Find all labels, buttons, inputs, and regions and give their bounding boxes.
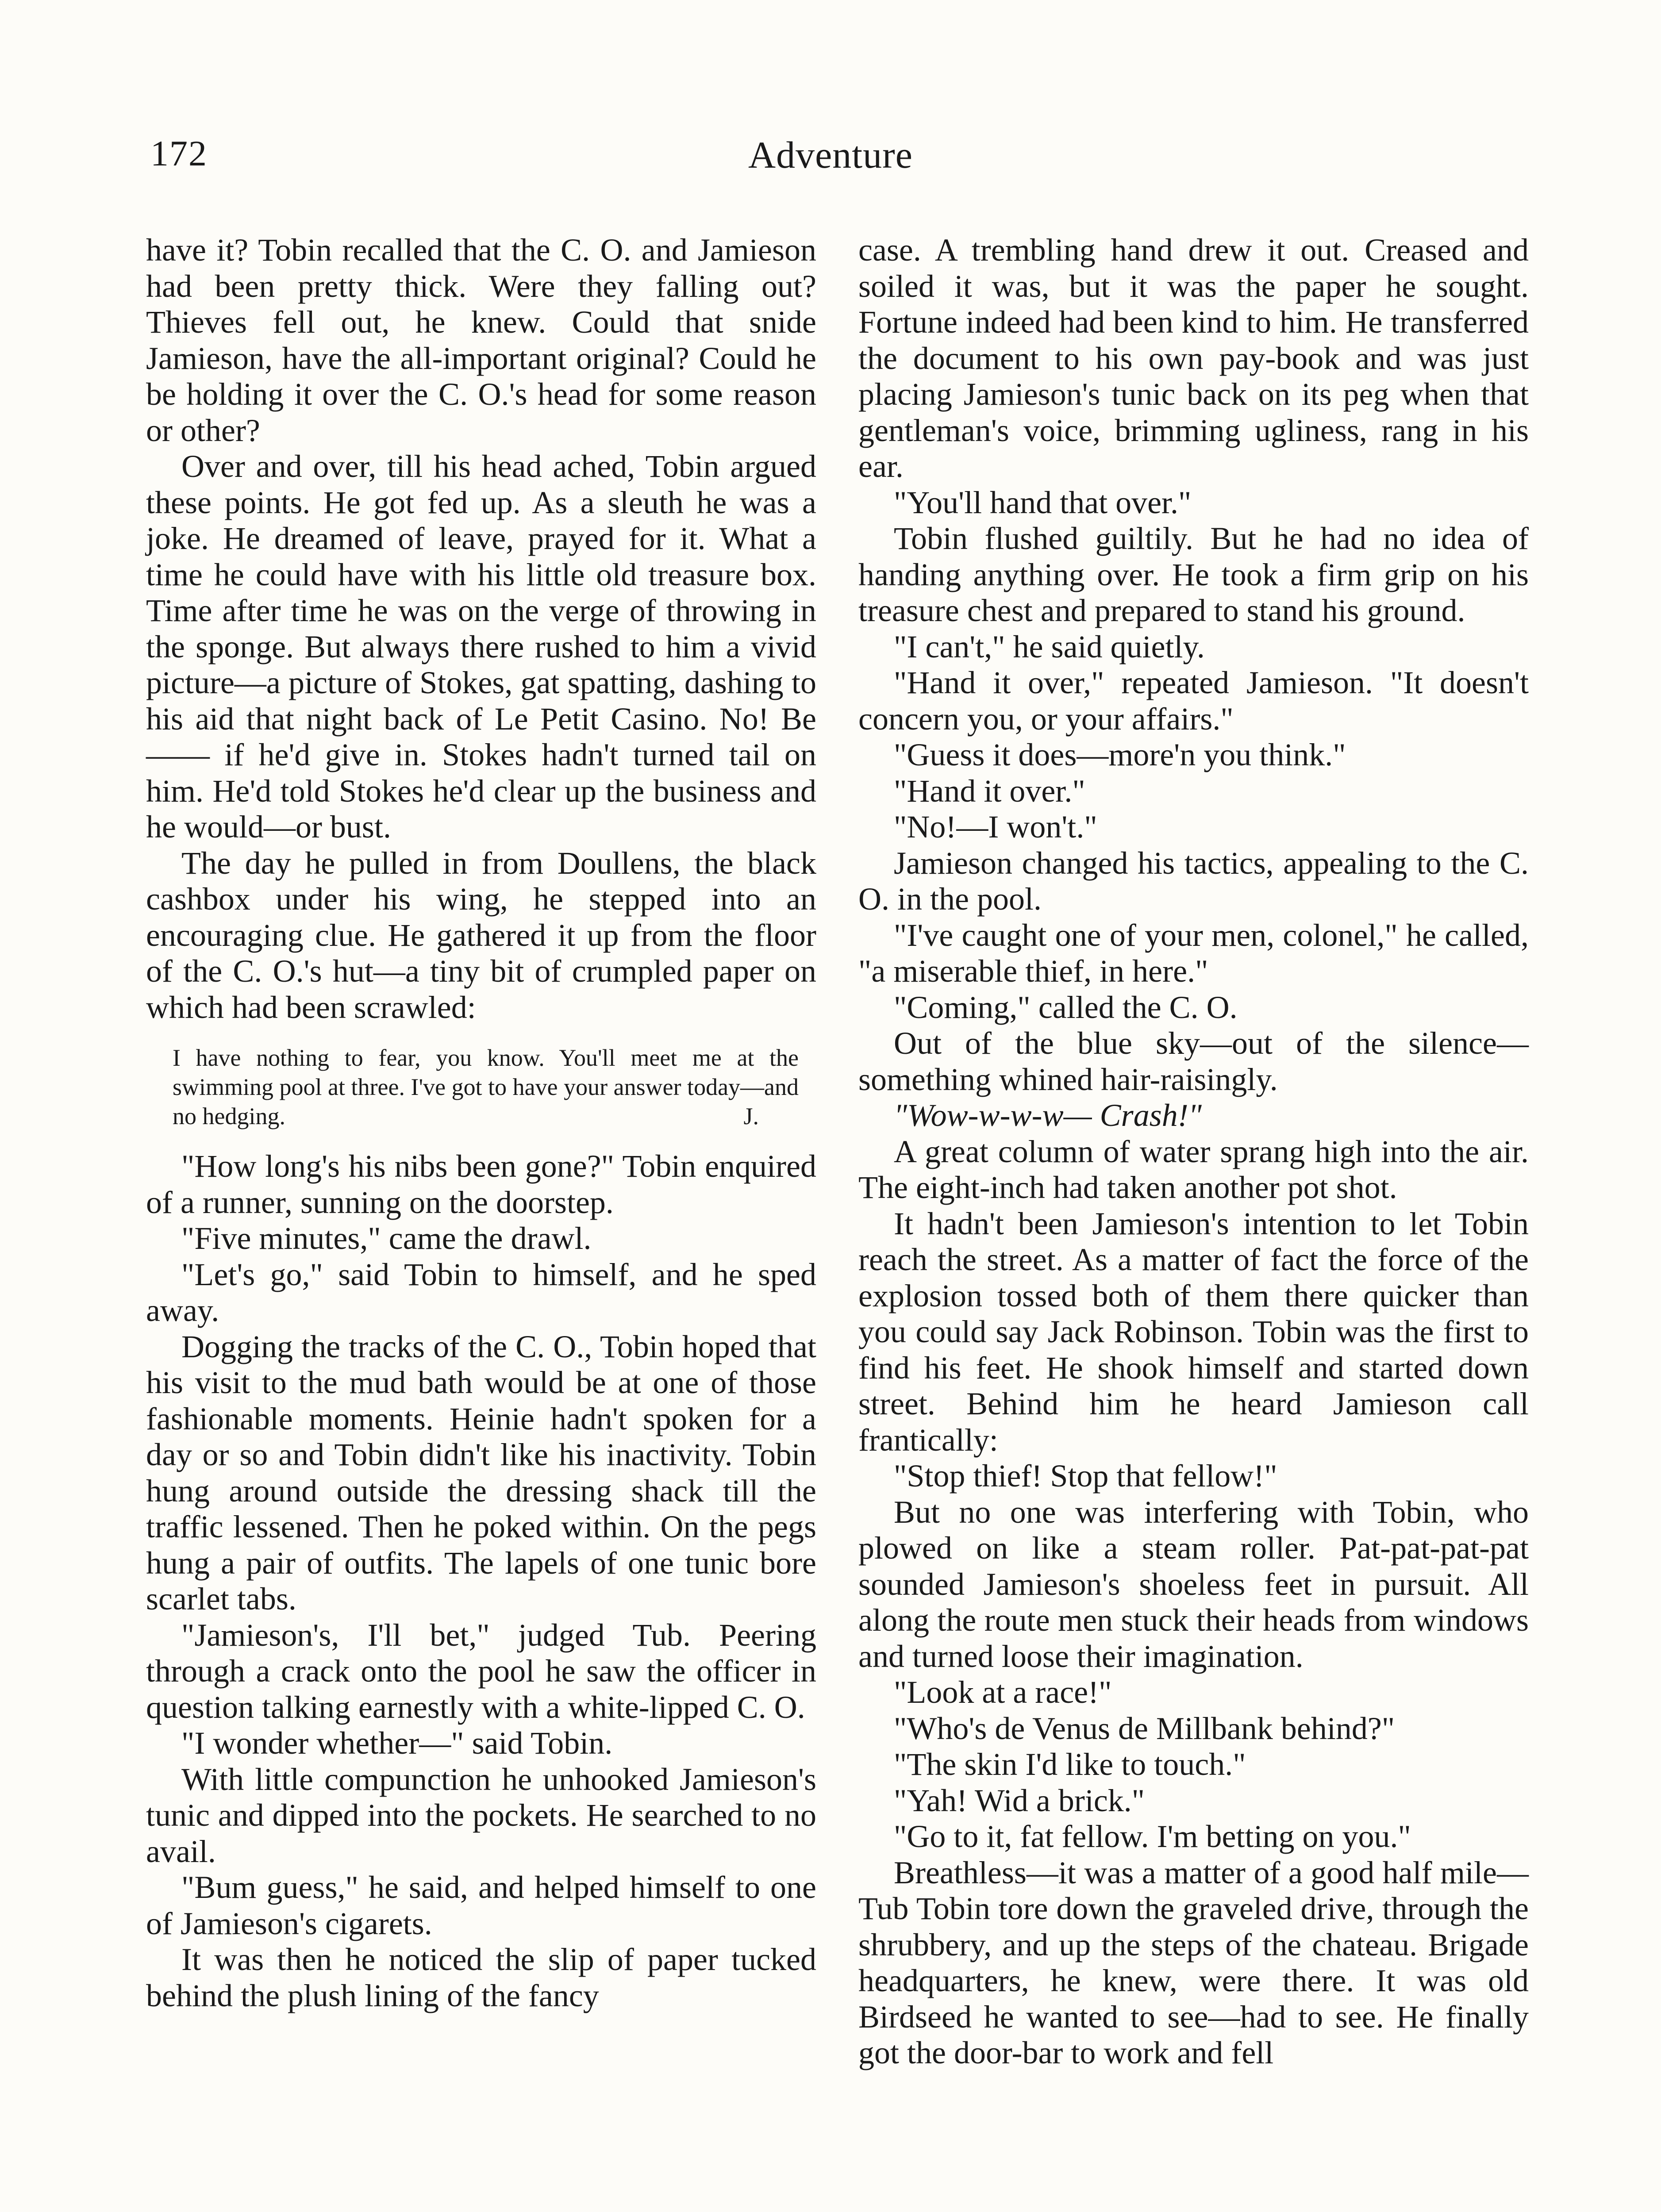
paragraph: "Coming," called the C. O. — [894, 989, 1238, 1025]
paragraph: "Let's go," said Tobin to himself, and he sped away. — [146, 1256, 816, 1328]
paragraph: "Hand it over." — [894, 773, 1085, 809]
paragraph: case. A trembling hand drew it out. Creased and soiled it was, but it was the paper he sought. Fortune indeed had been kind to him. He transferred the document to his own pay-book and was just placing Jamieson's tunic back on its peg when that gentleman's voice, brimming ugliness, rang in his ear. — [858, 232, 1529, 484]
paragraph: "Bum guess," he said, and helped himself to one of Jamieson's cigarets. — [146, 1870, 816, 1941]
paragraph: "Stop thief! Stop that fellow!" — [894, 1458, 1277, 1494]
paragraph: "Five minutes," came the drawl. — [181, 1221, 592, 1256]
paragraph: "Look at a race!" — [894, 1674, 1112, 1710]
paragraph: "Go to it, fat fellow. I'm betting on you." — [894, 1819, 1411, 1854]
paragraph: Out of the blue sky—out of the silence—something whined hair-raisingly. — [858, 1025, 1529, 1097]
note-signature: J. — [743, 1103, 759, 1129]
paragraph: "Jamieson's, I'll bet," judged Tub. Peering through a crack onto the pool he saw the officer in question talking earnestly with a white-lipped C. O. — [146, 1617, 816, 1725]
paragraph: "I can't," he said quietly. — [894, 629, 1205, 664]
paragraph: With little compunction he unhooked Jamieson's tunic and dipped into the pockets. He searched to no avail. — [146, 1761, 816, 1869]
paragraph-italic: "Wow-w-w-w— Crash!" — [894, 1098, 1202, 1133]
paragraph: A great column of water sprang high into the air. The eight-inch had taken another pot shot. — [858, 1133, 1529, 1205]
paragraph: Tobin flushed guiltily. But he had no idea of handing anything over. He took a firm grip on his treasure chest and prepared to stand his ground. — [858, 521, 1529, 628]
left-column — [146, 232, 816, 2014]
paragraph: It hadn't been Jamieson's intention to let Tobin reach the street. As a matter of fact the force of the explosion tossed both of them there quicker than you could say Jack Robinson. Tobin was the first to find his feet. He shook himself and started down street. Behind him he heard Jamieson call frantically: — [858, 1206, 1529, 1458]
paragraph: "No!—I won't." — [894, 809, 1097, 845]
paragraph: have it? Tobin recalled that the C. O. and Jamieson had been pretty thick. Were they falling out? Thieves fell out, he knew. Could that snide Jamieson, have the all-important original? Could he be holding it over the C. O.'s head for some reason or other? — [146, 232, 816, 448]
paragraph: "I've caught one of your men, colonel," he called, "a miserable thief, in here." — [858, 917, 1529, 989]
paragraph: It was then he noticed the slip of paper tucked behind the plush lining of the fancy — [146, 1942, 816, 2013]
paragraph: Dogging the tracks of the C. O., Tobin hoped that his visit to the mud bath would be at one of those fashionable moments. Heinie hadn't spoken for a day or so and Tobin didn't like his inactivity. Tobin hung around outside the dressing shack till the traffic lessened. Then he poked within. On the pegs hung a pair of outfits. The lapels of one tunic bore scarlet tabs. — [146, 1329, 816, 1617]
paragraph: Breathless—it was a matter of a good half mile—Tub Tobin tore down the graveled drive, through the shrubbery, and up the steps of the chateau. Brigade headquarters, he knew, were there. It was old Birdseed he wanted to see—had to see. He finally got the door-bar to work and fell — [858, 1855, 1529, 2070]
quoted-note — [173, 1043, 799, 1131]
paragraph: "I wonder whether—" said Tobin. — [181, 1725, 613, 1761]
right-column — [858, 232, 1529, 2071]
paragraph: "Yah! Wid a brick." — [894, 1782, 1145, 1818]
paragraph: "How long's his nibs been gone?" Tobin enquired of a runner, sunning on the doorstep. — [146, 1148, 816, 1220]
paragraph: Jamieson changed his tactics, appealing to the C. O. in the pool. — [858, 845, 1529, 917]
note-text: I have nothing to fear, you know. You'll meet me at the swimming pool at three. I've got to have your answer today—and no hedging. — [173, 1045, 799, 1129]
paragraph: Over and over, till his head ached, Tobin argued these points. He got fed up. As a sleuth he was a joke. He dreamed of leave, prayed for it. What a time he could have with his little old treasure box. Time after time he was on the verge of throwing in the sponge. But always there rushed to him a vivid picture—a picture of Stokes, gat spatting, dashing to his aid that night back of Le Petit Casino. No! Be —— if he'd give in. Stokes hadn't turned tail on him. He'd told Stokes he'd clear up the business and he would—or bust. — [146, 449, 816, 845]
paragraph: "Guess it does—more'n you think." — [894, 737, 1346, 772]
paragraph: "Who's de Venus de Millbank behind?" — [894, 1710, 1395, 1746]
paragraph: The day he pulled in from Doullens, the black cashbox under his wing, he stepped into an encouraging clue. He gathered it up from the floor of the C. O.'s hut—a tiny bit of crumpled paper on which had been scrawled: — [146, 845, 816, 1025]
paragraph: "Hand it over," repeated Jamieson. "It doesn't concern you, or your affairs." — [858, 665, 1529, 737]
paragraph: But no one was interfering with Tobin, who plowed on like a steam roller. Pat-pat-pat-pat sounded Jamieson's shoeless feet in pursuit. All along the route men stuck their heads from windows and turned loose their imagination. — [858, 1494, 1529, 1674]
page-number: 172 — [150, 133, 208, 173]
paragraph: "You'll hand that over." — [894, 484, 1192, 520]
running-head: Adventure — [748, 134, 913, 176]
paragraph: "The skin I'd like to touch." — [894, 1747, 1246, 1782]
